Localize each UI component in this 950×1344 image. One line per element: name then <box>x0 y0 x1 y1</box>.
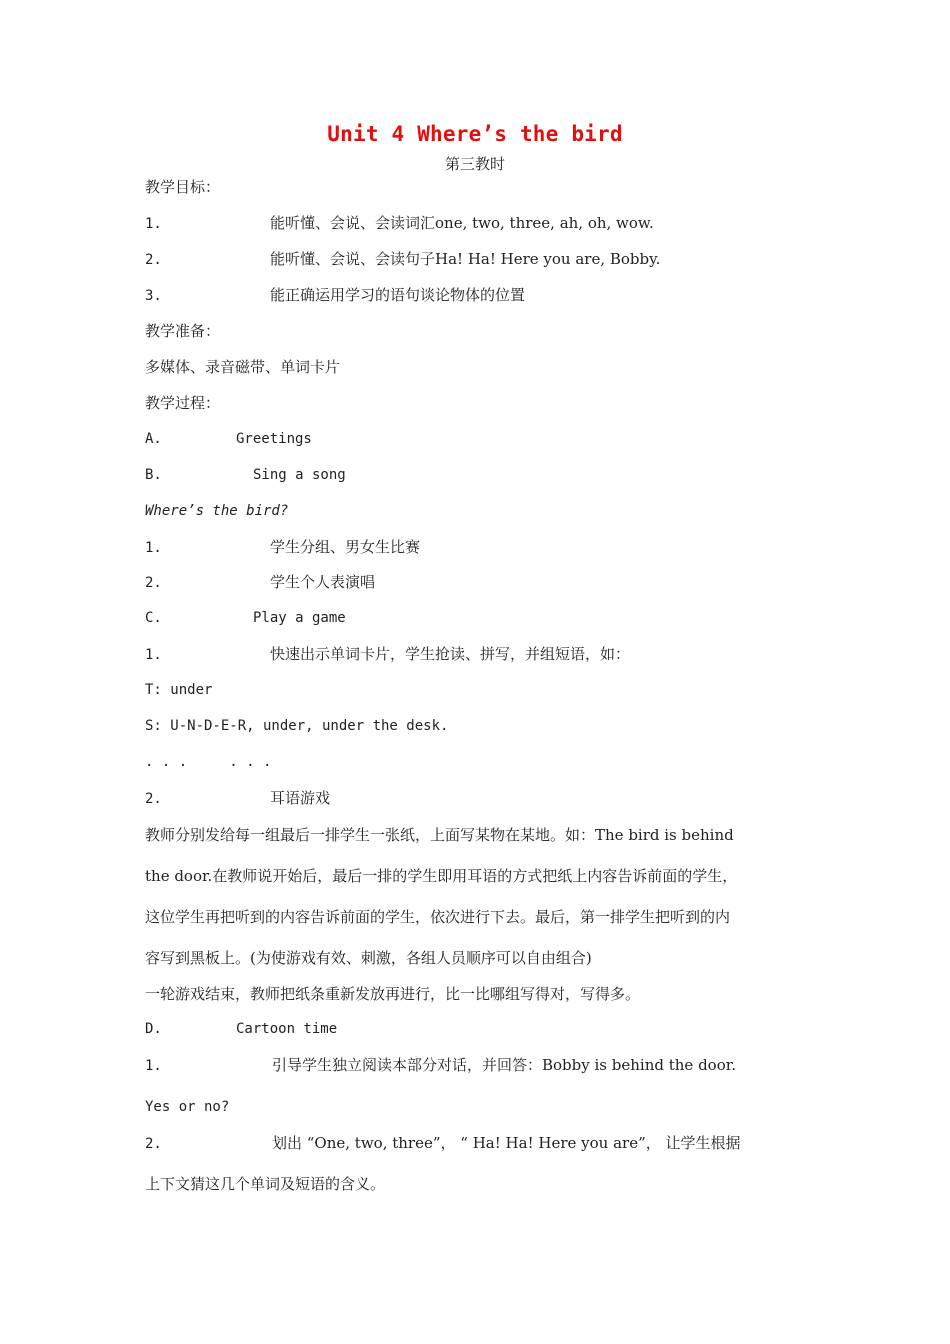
objective-number: 2. <box>145 252 162 268</box>
cartoon-item-number: 2. <box>145 1136 162 1152</box>
game-item-number: 2. <box>145 791 162 807</box>
document-title: Unit 4 Where’s the bird <box>327 122 623 146</box>
step-text: Greetings <box>236 431 312 447</box>
step-b <box>145 465 346 485</box>
cartoon-item <box>145 1133 741 1154</box>
cartoon-item-continuation: 上下文猜这几个单词及短语的含义。 <box>145 1175 386 1193</box>
game-item-text: 快速出示单词卡片，学生抢读、拼写，并组短语，如： <box>270 645 631 663</box>
cartoon-item-number: 1. <box>145 1058 162 1074</box>
objective-item <box>145 249 660 270</box>
objective-text: 能正确运用学习的语句谈论物体的位置 <box>270 286 526 304</box>
objective-text: 能听懂、会说、会读词汇one, two, three, ah, oh, wow. <box>270 214 654 232</box>
step-letter: A. <box>145 431 162 447</box>
song-item <box>145 572 375 593</box>
game-item-number: 1. <box>145 647 162 663</box>
game-item-text: 耳语游戏 <box>270 789 331 807</box>
song-title: Where’s the bird? <box>145 503 289 519</box>
step-text: Play a game <box>253 610 346 626</box>
objective-item <box>145 213 654 234</box>
objective-number: 1. <box>145 216 162 232</box>
game-paragraph-line: the door.在教师说开始后，最后一排的学生即用耳语的方式把纸上内容告诉前面的学生， <box>145 867 738 885</box>
game-paragraph-line: 教师分别发给每一组最后一排学生一张纸，上面写某物在某地。如：The bird is behind <box>145 826 734 844</box>
cartoon-item <box>145 1055 736 1076</box>
song-item-text: 学生个人表演唱 <box>270 573 376 591</box>
game-paragraph-line: 一轮游戏结束，教师把纸条重新发放再进行，比一比哪组写得对，写得多。 <box>145 985 641 1003</box>
song-item-number: 1. <box>145 540 162 556</box>
objective-number: 3. <box>145 288 162 304</box>
document-subtitle: 第三教时 <box>444 155 505 173</box>
song-item-text: 学生分组、男女生比赛 <box>270 538 421 556</box>
step-letter: B. <box>145 467 162 483</box>
song-item-number: 2. <box>145 575 162 591</box>
step-d <box>145 1019 337 1039</box>
game-item <box>145 788 330 809</box>
step-letter: C. <box>145 610 162 626</box>
step-text: Sing a song <box>253 467 346 483</box>
song-item <box>145 537 420 558</box>
step-c <box>145 608 346 628</box>
objective-item <box>145 285 525 306</box>
dialog-teacher: T: under <box>145 682 213 698</box>
game-paragraph-line: 这位学生再把听到的内容告诉前面的学生，依次进行下去。最后，第一排学生把听到的内 <box>145 908 731 926</box>
cartoon-item-text: 引导学生独立阅读本部分对话，并回答：Bobby is behind the door. <box>272 1056 737 1074</box>
cartoon-item-text: 划出 “One, two, three”， “ Ha! Ha! Here you are”， 让学生根据 <box>272 1134 741 1152</box>
objective-text: 能听懂、会说、会读句子Ha! Ha! Here you are, Bobby. <box>270 250 661 268</box>
cartoon-item-continuation: Yes or no? <box>145 1099 230 1115</box>
objectives-heading: 教学目标： <box>145 178 221 196</box>
step-text: Cartoon time <box>236 1021 338 1037</box>
prep-text: 多媒体、录音磁带、单词卡片 <box>145 358 341 376</box>
prep-heading: 教学准备： <box>145 322 221 340</box>
step-a <box>145 429 312 449</box>
step-letter: D. <box>145 1021 162 1037</box>
ellipsis: . . . . . . <box>145 754 272 770</box>
process-heading: 教学过程： <box>145 394 221 412</box>
game-item <box>145 644 630 665</box>
dialog-student: S: U-N-D-E-R, under, under the desk. <box>145 718 449 734</box>
game-paragraph-line: 容写到黑板上。(为使游戏有效、刺激，各组人员顺序可以自由组合) <box>145 949 592 967</box>
